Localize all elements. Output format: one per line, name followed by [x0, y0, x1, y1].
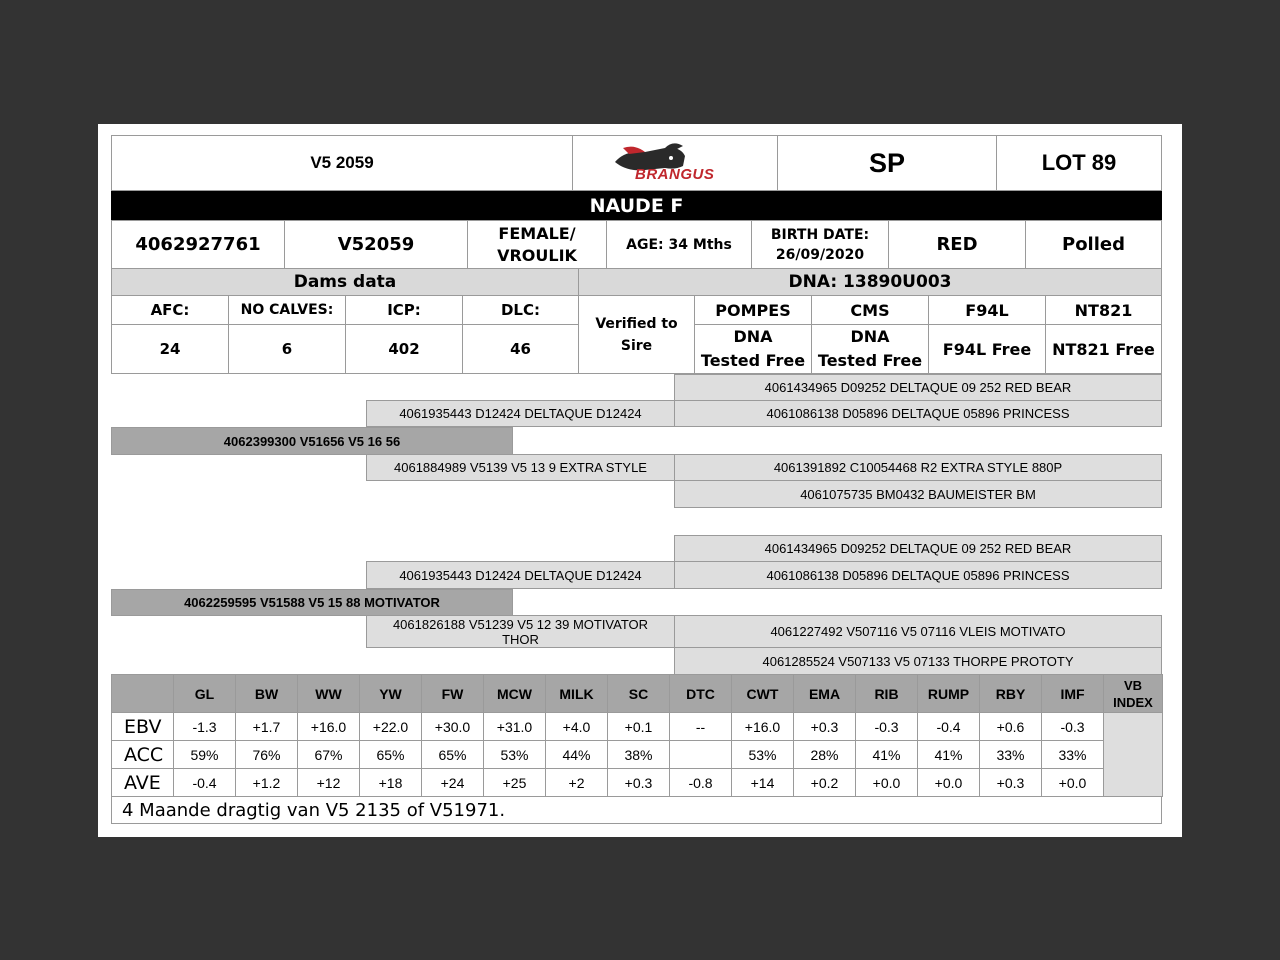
ebv-cell-ave-ema: +0.2 [793, 768, 856, 797]
ebv-cell-ebv-gl: -1.3 [173, 712, 236, 741]
animal-tag: V5 2059 [111, 135, 573, 191]
ebv-cell-acc-milk: 44% [545, 740, 608, 769]
ebv-cell-ave-bw: +1.2 [235, 768, 298, 797]
animal-id: 4062927761 [111, 220, 285, 269]
ebv-cell-ebv-mcw: +31.0 [483, 712, 546, 741]
ebv-cell-acc-ww: 67% [297, 740, 360, 769]
brand-name: BRANGUS [635, 166, 715, 183]
ebv-cell-ave-milk: +2 [545, 768, 608, 797]
ebv-cell-acc-imf: 33% [1041, 740, 1104, 769]
ebv-cell-ebv-sc: +0.1 [607, 712, 670, 741]
ebv-cell-ebv-ww: +16.0 [297, 712, 360, 741]
lot-sheet [98, 124, 1182, 837]
dam-dam-sire: 4061227492 V507116 V5 07116 VLEIS MOTIVATO [674, 615, 1162, 648]
result-line2: Tested Free [817, 351, 923, 370]
dna-test-cms: CMS [811, 295, 929, 325]
ebv-header-rump: RUMP [917, 674, 980, 713]
dna-result-f94l: F94L Free [928, 324, 1046, 374]
ebv-cell-ave-yw: +18 [359, 768, 422, 797]
no-calves-value: 6 [228, 324, 346, 374]
ebv-header-rby: RBY [979, 674, 1042, 713]
sire-sire: 4061935443 D12424 DELTAQUE D12424 [366, 400, 675, 427]
dam-dam: 4061826188 V51239 V5 12 39 MOTIVATOR THOR [366, 615, 675, 648]
ebv-cell-ebv-ema: +0.3 [793, 712, 856, 741]
ebv-header-ww: WW [297, 674, 360, 713]
icp-label: ICP: [345, 295, 463, 325]
ebv-cell-ebv-milk: +4.0 [545, 712, 608, 741]
afc-value: 24 [111, 324, 229, 374]
ebv-cell-acc-fw: 65% [421, 740, 484, 769]
vb-index-value [1103, 712, 1163, 797]
lot-number: LOT 89 [996, 135, 1162, 191]
pregnancy-note: 4 Maande dragtig van V5 2135 of V51971. [111, 796, 1162, 824]
breed-code: SP [777, 135, 997, 191]
ebv-header-dtc: DTC [669, 674, 732, 713]
ebv-cell-ave-rby: +0.3 [979, 768, 1042, 797]
dna-title: DNA: 13890U003 [578, 268, 1162, 296]
sex [467, 220, 607, 269]
ebv-cell-acc-rib: 41% [855, 740, 918, 769]
dam-sire: 4061935443 D12424 DELTAQUE D12424 [366, 561, 675, 589]
dna-result-pompes [694, 324, 812, 374]
sire-dam-dam: 4061075735 BM0432 BAUMEISTER BM [674, 480, 1162, 508]
ebv-header-ema: EMA [793, 674, 856, 713]
ebv-header-fw: FW [421, 674, 484, 713]
sex-line1: FEMALE/ [498, 223, 576, 243]
result-line1: DNA [850, 327, 890, 346]
ebv-header-mcw: MCW [483, 674, 546, 713]
sire-sire-sire: 4061434965 D09252 DELTAQUE 09 252 RED BEAR [674, 374, 1162, 401]
sire-sire-dam: 4061086138 D05896 DELTAQUE 05896 PRINCESS [674, 400, 1162, 427]
dna-result-cms [811, 324, 929, 374]
dams-data-title: Dams data [111, 268, 579, 296]
dna-result-nt821: NT821 Free [1045, 324, 1162, 374]
ebv-cell-acc-bw: 76% [235, 740, 298, 769]
ebv-cell-acc-sc: 38% [607, 740, 670, 769]
ebv-cell-ave-fw: +24 [421, 768, 484, 797]
vb-index-index-line2: INDEX [1113, 694, 1153, 710]
ebv-header-rib: RIB [855, 674, 918, 713]
birth-date [751, 220, 889, 269]
ebv-cell-ebv-rump: -0.4 [917, 712, 980, 741]
ebv-corner [111, 674, 174, 713]
dam-sire-sire: 4061434965 D09252 DELTAQUE 09 252 RED BEAR [674, 535, 1162, 562]
registration-number: V52059 [284, 220, 468, 269]
ebv-cell-ave-gl: -0.4 [173, 768, 236, 797]
ebv-header-cwt: CWT [731, 674, 794, 713]
ebv-cell-ave-sc: +0.3 [607, 768, 670, 797]
ebv-cell-ebv-dtc: -- [669, 712, 732, 741]
ebv-header-yw: YW [359, 674, 422, 713]
ebv-cell-acc-rump: 41% [917, 740, 980, 769]
ebv-cell-ave-dtc: -0.8 [669, 768, 732, 797]
horn-status: Polled [1025, 220, 1162, 269]
dam-dam-dam: 4061285524 V507133 V5 07133 THORPE PROTOTY [674, 647, 1162, 675]
ebv-cell-ebv-rib: -0.3 [855, 712, 918, 741]
animal-name: NAUDE F [111, 191, 1162, 220]
ebv-header-sc: SC [607, 674, 670, 713]
ebv-cell-ebv-bw: +1.7 [235, 712, 298, 741]
ebv-header-gl: GL [173, 674, 236, 713]
ebv-cell-acc-dtc [669, 740, 732, 769]
ebv-header-bw: BW [235, 674, 298, 713]
ebv-cell-ebv-fw: +30.0 [421, 712, 484, 741]
icp-value: 402 [345, 324, 463, 374]
result-line2: Tested Free [700, 351, 806, 370]
afc-label: AFC: [111, 295, 229, 325]
ebv-cell-ebv-imf: -0.3 [1041, 712, 1104, 741]
ebv-cell-acc-cwt: 53% [731, 740, 794, 769]
ebv-cell-acc-yw: 65% [359, 740, 422, 769]
ebv-cell-ebv-cwt: +16.0 [731, 712, 794, 741]
ebv-cell-ave-imf: +0.0 [1041, 768, 1104, 797]
brangus-logo [572, 135, 778, 191]
ebv-cell-ave-cwt: +14 [731, 768, 794, 797]
ebv-row-label-acc: ACC [111, 740, 174, 769]
ebv-cell-acc-gl: 59% [173, 740, 236, 769]
dna-test-nt821: NT821 [1045, 295, 1162, 325]
no-calves-label: NO CALVES: [228, 295, 346, 325]
dam: 4062259595 V51588 V5 15 88 MOTIVATOR [111, 589, 513, 616]
ebv-header-imf: IMF [1041, 674, 1104, 713]
result-line1: DNA [733, 327, 773, 346]
ebv-cell-ebv-rby: +0.6 [979, 712, 1042, 741]
ebv-cell-acc-mcw: 53% [483, 740, 546, 769]
vb-index-index-line1: VB [1123, 677, 1143, 693]
ebv-cell-ave-mcw: +25 [483, 768, 546, 797]
ebv-cell-acc-rby: 33% [979, 740, 1042, 769]
ebv-cell-acc-ema: 28% [793, 740, 856, 769]
verified-to-sire: Verified to Sire [578, 295, 695, 374]
ebv-row-label-ebv: EBV [111, 712, 174, 741]
birth-date-label: BIRTH DATE: [770, 226, 870, 243]
ebv-row-label-ave: AVE [111, 768, 174, 797]
birth-date-value: 26/09/2020 [775, 246, 865, 263]
vb-index-header [1103, 674, 1163, 713]
ebv-header-milk: MILK [545, 674, 608, 713]
sire-dam-sire: 4061391892 C10054468 R2 EXTRA STYLE 880P [674, 454, 1162, 481]
dlc-label: DLC: [462, 295, 579, 325]
sire: 4062399300 V51656 V5 16 56 [111, 427, 513, 455]
dna-test-f94l: F94L [928, 295, 1046, 325]
ebv-cell-ave-rib: +0.0 [855, 768, 918, 797]
ebv-cell-ave-rump: +0.0 [917, 768, 980, 797]
dam-sire-dam: 4061086138 D05896 DELTAQUE 05896 PRINCESS [674, 561, 1162, 589]
ebv-cell-ebv-yw: +22.0 [359, 712, 422, 741]
color: RED [888, 220, 1026, 269]
dlc-value: 46 [462, 324, 579, 374]
ebv-cell-ave-ww: +12 [297, 768, 360, 797]
sex-line2: VROULIK [497, 245, 577, 265]
sire-dam: 4061884989 V5139 V5 13 9 EXTRA STYLE [366, 454, 675, 481]
age: AGE: 34 Mths [606, 220, 752, 269]
dna-test-pompes: POMPES [694, 295, 812, 325]
